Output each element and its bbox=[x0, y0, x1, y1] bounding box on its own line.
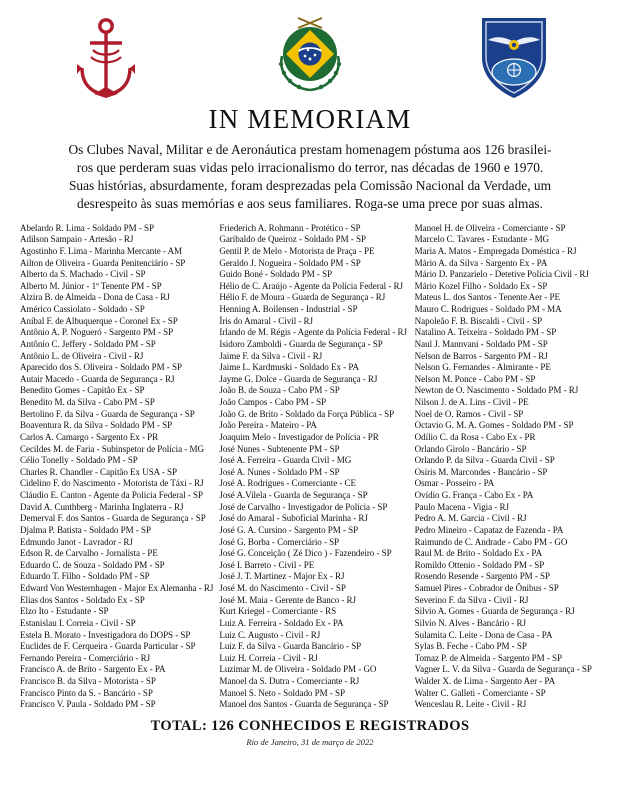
list-item: Natalino A. Teixeira - Soldado PM - SP bbox=[414, 327, 557, 338]
list-item: Vagner L. V. da Silva - Guarda de Segurança - SP bbox=[414, 664, 592, 675]
list-item: Jayme G. Dolce - Guarda de Segurança - RJ bbox=[219, 373, 378, 384]
list-item: Rosendo Resende - Sargento PM - SP bbox=[414, 571, 551, 582]
list-item: Isidoro Zamboldi - Guarda de Segurança - SP bbox=[219, 338, 383, 349]
list-item: Wenceslau R. Leite - Civil - RJ bbox=[414, 699, 527, 710]
list-item: Guido Boné - Soldado PM - SP bbox=[219, 269, 333, 280]
list-item: Silvio N. Alves - Bancário - RJ bbox=[414, 617, 526, 628]
list-item: Joaquim Melo - Investigador de Polícia - PR bbox=[219, 431, 379, 442]
list-item: Antônio A. P. Nogueró - Sargento PM - SP bbox=[20, 327, 174, 338]
list-item: Autair Macedo - Guarda de Segurança - RJ bbox=[20, 373, 175, 384]
list-item: Noel de O. Ramos - Civil - SP bbox=[414, 408, 524, 419]
list-item: Luiz C. Augusto - Civil - RJ bbox=[219, 629, 321, 640]
list-item: Mauro C. Rodrigues - Soldado PM - MA bbox=[414, 304, 562, 314]
list-item: Américo Cassiolato - Soldado - SP bbox=[20, 304, 145, 314]
list-item: Demerval F. dos Santos - Guarda de Segurança - SP bbox=[20, 513, 206, 524]
list-item: José de Carvalho - Investigador de Polícia - SP bbox=[219, 501, 388, 512]
list-item: Aparecido dos S. Oliveira - Soldado PM - SP bbox=[20, 362, 182, 373]
list-item: Raimundo de C. Andrade - Cabo PM - GO bbox=[414, 536, 568, 547]
list-item: Manoel dos Santos - Guarda de Segurança - SP bbox=[219, 699, 389, 710]
list-item: Nelson G. Fernandes - Almirante - PE bbox=[414, 362, 551, 373]
list-item: Hélio F. de Moura - Guarda de Segurança - RJ bbox=[219, 292, 386, 303]
list-item: Sulamita C. Leite - Dona de Casa - PA bbox=[414, 629, 553, 640]
total-line: TOTAL: 126 CONHECIDOS E REGISTRADOS bbox=[150, 717, 470, 734]
list-item: José A. Ferreira - Guarda Civil - MG bbox=[219, 455, 352, 466]
list-item: Djalma P. Batista - Soldado PM - SP bbox=[20, 524, 151, 535]
list-item: Mateus L. dos Santos - Tenente Aer - PE bbox=[414, 292, 560, 303]
list-item: Alzira B. de Almeida - Dona de Casa - RJ bbox=[20, 292, 170, 303]
page-title: IN MEMORIAM bbox=[208, 104, 412, 134]
list-item: João G. de Brito - Soldado da Força Pública - SP bbox=[219, 408, 395, 419]
list-item: Cláudio E. Canton - Agente da Polícia Federal - SP bbox=[20, 490, 203, 500]
list-item: Luiz A. Ferreira - Soldado Ex - PA bbox=[219, 617, 344, 628]
list-item: Mário Kozel Filho - Soldado Ex - SP bbox=[414, 280, 548, 291]
list-item: Benedito M. da Silva - Cabo PM - SP bbox=[20, 397, 155, 407]
list-item: Osíris M. Marcondes - Bancário - SP bbox=[414, 466, 548, 477]
list-item: José M. do Nascimento - Civil - SP bbox=[219, 583, 346, 593]
list-item: Francisco B. da Silva - Motorista - SP bbox=[20, 676, 156, 686]
list-item: Edson R. de Carvalho - Jornalista - PE bbox=[20, 548, 158, 559]
list-item: José A. Rodrigues - Comerciante - CE bbox=[219, 478, 357, 489]
list-item: Walter C. Galleti - Comerciante - SP bbox=[414, 687, 546, 698]
list-item: Aníbal F. de Albuquerque - Coronel Ex - SP bbox=[20, 315, 178, 326]
list-item: Eduardo C. de Souza - Soldado PM - SP bbox=[20, 559, 165, 570]
list-item: José M. Maia - Gerente de Banco - RJ bbox=[219, 594, 356, 605]
list-item: Hélio de C. Araújo - Agente da Polícia Federal - RJ bbox=[219, 280, 403, 291]
list-item: Naul J. Mannvani - Soldado PM - SP bbox=[414, 338, 548, 349]
list-item: Odílio C. da Rosa - Cabo Ex - PR bbox=[414, 431, 536, 442]
list-item: Nelson de Barros - Sargento PM - RJ bbox=[414, 350, 548, 361]
list-item: Paulo Macena - Vigia - RJ bbox=[414, 501, 509, 512]
list-item: Antônio L. de Oliveira - Civil - RJ bbox=[20, 350, 144, 361]
list-item: Euclides de F. Cerqueira - Guarda Particular - SP bbox=[20, 641, 196, 652]
list-item: Pedro A. M. Garcia - Civil - RJ bbox=[414, 513, 527, 524]
list-item: Ovídio G. França - Cabo Ex - PA bbox=[414, 490, 534, 500]
list-item: Abelardo R. Lima - Soldado PM - SP bbox=[20, 222, 154, 233]
list-item: José G. Conceição ( Zé Dico ) - Fazendeiro - SP bbox=[219, 548, 392, 559]
list-item: José A. Nunes - Soldado PM - SP bbox=[219, 466, 340, 477]
list-item: Estanislau I. Correia - Civil - SP bbox=[20, 617, 136, 628]
lead-line-2: ros que perderam suas vidas pelo irracionalismo do terror, nas décadas de 1960 e 1970. bbox=[76, 160, 544, 176]
list-item: Jaime L. Kardmuski - Soldado Ex - PA bbox=[219, 362, 359, 373]
list-item: Nilson J. de A. Lins - Civil - PE bbox=[414, 397, 529, 407]
list-item: Newton de O. Nascimento - Soldado PM - RJ bbox=[414, 385, 579, 396]
footer-note: Rio de Janeiro, 31 de março de 2022 bbox=[246, 736, 374, 747]
list-item: Orlando P. da Silva - Guarda Civil - SP bbox=[414, 455, 555, 466]
list-item: Ailton de Oliveira - Guarda Penitenciário - SP bbox=[20, 257, 186, 268]
list-item: Maria A. Matos - Empregada Doméstica - RJ bbox=[414, 245, 577, 256]
names-list bbox=[14, 221, 606, 711]
list-item: José G. Borba - Comerciário - SP bbox=[219, 536, 340, 547]
list-item: José A.Vilela - Guarda de Segurança - SP bbox=[219, 490, 368, 500]
list-item: Bertolino F. da Silva - Guarda de Segurança - SP bbox=[20, 408, 195, 419]
list-item: Célio Tonelly - Soldado PM - SP bbox=[20, 455, 138, 466]
list-item: Estela B. Morato - Investigadora do DOPS - SP bbox=[20, 629, 191, 640]
list-item: Severino F. da Silva - Civil - RJ bbox=[414, 594, 529, 605]
names-column-2 bbox=[219, 223, 408, 711]
list-item: Irlando de M. Régis - Agente da Polícia Federal - RJ bbox=[219, 327, 407, 338]
memorial-lead-text bbox=[22, 141, 598, 213]
list-item: Silvio A. Gomes - Guarda de Segurança - RJ bbox=[414, 606, 575, 617]
list-item: José G. A. Cursino - Sargento PM - SP bbox=[219, 524, 359, 535]
list-item: Francisco Pinto da S. - Bancário - SP bbox=[20, 687, 153, 698]
list-item: Edward Von Westernhagen - Major Ex Alemanha - RJ bbox=[20, 583, 214, 593]
list-item: Sylas B. Feche - Cabo PM - SP bbox=[414, 641, 527, 652]
lead-line-1: Os Clubes Naval, Militar e de Aeronáutica prestam homenagem póstuma aos 126 brasilei- bbox=[68, 142, 552, 157]
list-item: Luiz H. Correia - Civil - RJ bbox=[219, 652, 318, 663]
military-club-emblem bbox=[264, 12, 356, 102]
names-column-1 bbox=[20, 223, 213, 711]
list-item: Alberto da S. Machado - Civil - SP bbox=[20, 269, 146, 280]
list-item: Luzimar M. de Oliveira - Soldado PM - GO bbox=[219, 664, 377, 675]
list-item: Geraldo J. Nogueira - Soldado PM - SP bbox=[219, 257, 361, 268]
list-item: Francisco V. Paula - Soldado PM - SP bbox=[20, 699, 156, 710]
list-item: Napoleão F. B. Biscaldi - Civil - SP bbox=[414, 315, 543, 326]
list-item: Alberto M. Júnior - 1º Tenente PM - SP bbox=[20, 280, 162, 291]
list-item: Pedro Mineiro - Capataz de Fazenda - PA bbox=[414, 524, 564, 535]
list-item: Benedito Gomes - Capitão Ex - SP bbox=[20, 385, 145, 396]
lead-line-3: Suas histórias, absurdamente, foram desprezadas pela Comissão Nacional da Verdade, um bbox=[68, 178, 552, 194]
list-item: Tomaz P. de Almeida - Sargento PM - SP bbox=[414, 652, 562, 663]
list-item: Boaventura R. da Silva - Soldado PM - SP bbox=[20, 420, 173, 431]
list-item: José Nunes - Subtenente PM - SP bbox=[219, 443, 340, 454]
list-item: Walder X. de Lima - Sargento Aer - PA bbox=[414, 676, 556, 686]
list-item: Manoel S. Neto - Soldado PM - SP bbox=[219, 687, 345, 698]
list-item: Íris do Amaral - Civil - RJ bbox=[219, 315, 313, 326]
list-item: João Campos - Cabo PM - SP bbox=[219, 397, 327, 407]
list-item: José J. T. Martinez - Major Ex - RJ bbox=[219, 571, 345, 582]
list-item: Cecildes M. de Faria - Subinspetor de Polícia - MG bbox=[20, 443, 204, 454]
list-item: José do Amaral - Suboficial Marinha - RJ bbox=[219, 513, 368, 524]
list-item: Cidelino F. do Nascimento - Motorista de Táxi - RJ bbox=[20, 478, 204, 489]
list-item: Mário D. Panzarielo - Detetive Polícia Civil - RJ bbox=[414, 269, 589, 280]
list-item: Elzo Ito - Estudante - SP bbox=[20, 606, 109, 617]
lead-line-4: desrespeito às suas memórias e aos seus familiares. Roga-se uma prece por suas almas. bbox=[77, 196, 543, 212]
list-item: Gentil P. de Melo - Motorista de Praça - PE bbox=[219, 245, 375, 256]
list-item: Fernando Pereira - Comerciário - RJ bbox=[20, 652, 151, 663]
list-item: Friederich A. Rohmann - Protético - SP bbox=[219, 222, 361, 233]
list-item: Raul M. de Brito - Soldado Ex - PA bbox=[414, 548, 543, 559]
list-item: Edmundo Janot - Lavrador - RJ bbox=[20, 536, 133, 547]
list-item: Luiz F. da Silva - Guarda Bancário - SP bbox=[219, 641, 362, 652]
list-item: Octavio G. M. A. Gomes - Soldado PM - SP bbox=[414, 420, 574, 431]
list-item: David A. Cunthberg - Marinha Inglaterra - RJ bbox=[20, 501, 184, 512]
naval-club-emblem bbox=[60, 12, 152, 102]
list-item: Eduardo T. Filho - Soldado PM - SP bbox=[20, 571, 150, 582]
list-item: José I. Barreto - Civil - PE bbox=[219, 559, 315, 570]
list-item: Romildo Ottenio - Soldado PM - SP bbox=[414, 559, 545, 570]
list-item: Kurt Kriegel - Comerciante - RS bbox=[219, 606, 337, 617]
list-item: Orlando Girolo - Bancário - SP bbox=[414, 443, 527, 454]
list-item: João B. de Souza - Cabo PM - SP bbox=[219, 385, 340, 396]
emblem-row bbox=[14, 10, 606, 102]
list-item: Antônio C. Jeffery - Soldado PM - SP bbox=[20, 338, 156, 349]
list-item: Mário A. da Silva - Sargento Ex - PA bbox=[414, 257, 548, 268]
list-item: João Pereira - Mateiro - PA bbox=[219, 420, 317, 431]
list-item: Charles R. Chandler - Capitão Ex USA - SP bbox=[20, 466, 178, 477]
list-item: Samuel Pires - Cobrador de Ônibus - SP bbox=[414, 583, 559, 593]
list-item: Osmar - Posseiro - PA bbox=[414, 478, 495, 489]
list-item: Francisco A. de Brito - Sargento Ex - PA bbox=[20, 664, 166, 675]
list-item: Nelson M. Ponce - Cabo PM - SP bbox=[414, 373, 536, 384]
names-column-3 bbox=[415, 223, 604, 711]
list-item: Manoel H. de Oliveira - Comerciante - SP bbox=[414, 222, 566, 233]
list-item: Agostinho F. Lima - Marinha Mercante - AM bbox=[20, 245, 183, 256]
list-item: Marcelo C. Tavares - Estudante - MG bbox=[414, 234, 550, 245]
list-item: Henning A. Boilensen - Industrial - SP bbox=[219, 304, 358, 314]
list-item: Elias dos Santos - Soldado Ex - SP bbox=[20, 594, 145, 605]
list-item: Jaime F. da Silva - Civil - RJ bbox=[219, 350, 323, 361]
aeronautics-club-emblem bbox=[468, 12, 560, 102]
list-item: Carlos A. Camargo - Sargento Ex - PR bbox=[20, 431, 159, 442]
list-item: Garibaldo de Queiroz - Soldado PM - SP bbox=[219, 234, 366, 245]
list-item: Manoel da S. Dutra - Comerciante - RJ bbox=[219, 676, 360, 686]
list-item: Adilson Sampaio - Artesão - RJ bbox=[20, 234, 134, 245]
